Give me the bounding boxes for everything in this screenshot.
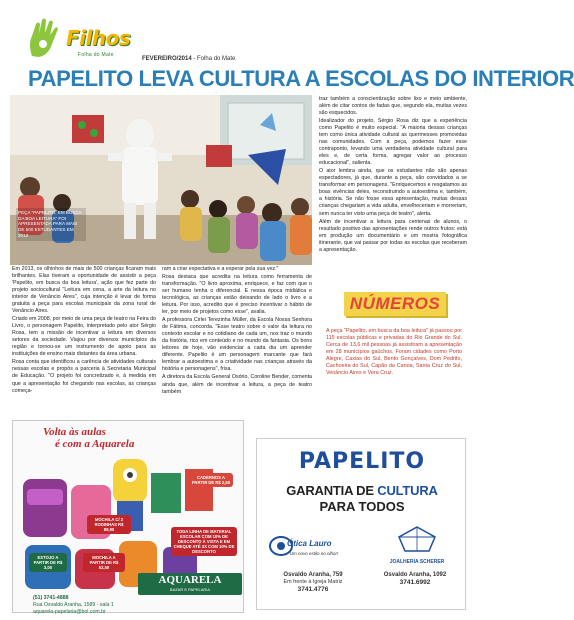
papelito-tagline-2: PARA TODOS (319, 499, 405, 514)
otica-lauro-note: Em frente à Igreja Matriz (283, 579, 343, 586)
article-column-2 (162, 266, 312, 397)
paragraph: Criado em 2008, por meio de uma peça de teatro na Feira do Livro, o personagem Papelito, interpretado pelo ator Sérgio Rosa, tem a missão de incentivar a leitura em diversos setores da sociedade. Viajou por diversos municípios da região e tornou-se um instrumento de apoio para as instituições de ensino mais distantes da área urbana. (12, 316, 156, 358)
brand-logo: Filhos (66, 26, 131, 50)
papelito-tagline-a: GARANTIA DE (286, 483, 378, 498)
joalheria-scherer-phone: 3741.6992 (399, 579, 431, 587)
joalheria-scherer-contact (367, 571, 463, 588)
papelito-logo: PAPELITO (298, 449, 426, 474)
issue-date: FEVEREIRO/2014 (142, 56, 192, 62)
aquarela-brand-name: AQUARELA (158, 574, 222, 586)
aquarela-brand-sub: BAZAR E PAPELARIA (169, 587, 211, 592)
papelito-tagline-1 (267, 483, 457, 498)
price-tag-mochila-rodinhas: MOCHILA C/ 2 RODINHAS R$ 89,90 (87, 515, 131, 534)
paragraph: A diretora da Escola General Osório, Coroline Bender, comenta ainda que, além de incentivar a leitura, a peça de teatro também (162, 374, 312, 395)
numeros-text: A peça "Papelito, em busca da boa leitura" já passou por 115 escolas públicas e privadas do Rio Grande do Sul. Cerca de 13,6 mil pessoas já assistiram a apresentação em 28 municípios gaúchos. Foram cidades como Porto Alegre, Caxias do Sul, Bento Gonçalves, Dom Pedrito, Cachoeira do Sul, Capão da Canoa, Santa Cruz do Sul, Venâncio Aires e Vera Cruz. (326, 328, 462, 377)
otica-lauro-contact (265, 571, 361, 595)
aquarela-phone: (51) 3741-4888 (33, 595, 69, 601)
aquarela-brand (138, 573, 242, 595)
ad-headline (43, 427, 134, 450)
paragraph: O ator lembra ainda, que os estudantes não são apenas espectadores, já que, durante a peça, são convidados a se transformar em personagens. "Enriquecemos e resgatamos as boas vivências deles, reconstruindo a autoestima e, também, a história. Se não fosse essa apresentação, muitas dessas crianças chegariam a vida adulta, envelheceriam e morreriam, sem nunca ter visto uma peça de teatro", alerta. (319, 168, 467, 217)
otica-lauro-address: Osvaldo Aranha, 759 (283, 572, 343, 578)
ad-headline-line-2: é com a Aquarela (55, 437, 135, 450)
price-tag-cadernos: CADERNOS A PARTIR DE R$ 2,50 (189, 473, 233, 487)
paragraph: Idealizador do projeto, Sérgio Rosa diz que a experiência como Papelito é muito especial. "A maioria dessas crianças tem como única atividade cultural as quermesses promovidas nas comunidades. Com a peça, podemos fazer esse contraponto, levando uma verdadeira atividade cultural para eles e, de certa forma, agregar valor ao processo educacional", salienta. (319, 118, 467, 167)
paragraph: Rosa conta que identificou a carência de atividades culturais nessas escolas e propôs a parceria à Secretaria Municipal de Educação. "O projeto foi concretizado e, à medida em que a apresentação foi chegando nas escolas, as crianças começa- (12, 359, 156, 394)
hand-logo-icon (26, 18, 60, 58)
price-tag-mochila: MOCHILA A PARTIR DE R$ 52,50 (83, 553, 125, 572)
brand-subtitle: Folha do Mate (78, 52, 114, 58)
aquarela-contact (33, 595, 243, 615)
numeros-title: NÚMEROS (344, 292, 446, 316)
joalheria-scherer-address: Osvaldo Aranha, 1092 (383, 572, 447, 578)
paragraph: ram a criar expectativa e a esperar pela sua vez." (162, 266, 279, 272)
aquarela-email[interactable]: aquarela-papelaria@bol.com.br (33, 608, 106, 615)
paragraph: Em 2013, os olhinhos de mais de 500 crianças ficaram mais brilhantes. Elas tiveram a oportunidade de assistir a peça 'Papelito, em busca da boa leitura', ação que fez parte do projeto sociocultural "Leitura em cena, a arte da leitura no interior de Venâncio Aires", cuja intenção é levar de forma gratuita a peça para escolas municipais da zona rural de Venâncio Aires. (12, 266, 156, 315)
article-column-3 (319, 96, 467, 255)
joalheria-scherer-name: JOALHERIA SCHERER (389, 559, 445, 565)
otica-lauro-phone: 3741.4776 (297, 586, 329, 594)
papelito-tagline-b: CULTURA (377, 483, 438, 498)
otica-lauro-slogan: Um novo estilo no olhar! (289, 551, 339, 556)
masthead (0, 0, 474, 62)
papelito-ad[interactable] (256, 438, 466, 610)
article-headline: PAPELITO LEVA CULTURA A ESCOLAS DO INTERIOR (28, 66, 574, 91)
otica-lauro-name: Ótica Lauro (287, 539, 332, 548)
paragraph: Além de incentivar a leitura para centenas de alunos, o resultado positivo das apresentações rende outros frutos: está em produção um documentário e um mostra fotográfica itinerante, que vai passar por todas as escolas que receberam a apresentação. (319, 218, 467, 253)
discount-tag: TODA LINHA DE MATERIAL ESCOLAR COM 10% DE DESCONTO À VISTA E EM CHEQUE ATÉ 3X COM 10% DE DESCONTO (171, 527, 237, 556)
paragraph: A professora Cirlei Terezinha Müller, da Escola Nossa Senhora de Fátima, concorda. "Esse teatro sobre o valor da leitura no contexto escolar e no cotidiano de cada um, nos traz o mundo da história, rico em conteúdo e no mundo da fantasia. Os bons leitores de hoje, vão evidenciar a cada dia um aprender diferente. Papelito é um personagem marcante que fará lembrar a autoestima e a criatividade nas crianças através da história e personagens", frisa. (162, 317, 312, 373)
paragraph: Rosa destaca que acredita na leitura como ferramenta de transformação. "O livro aproxima, enriquece, e faz com que o ser humano tenha o diferencial. E nessa época midiática e tecnológica, as crianças estão deixando de lado o livro e a leitura. Por isso, acredito que é preciso incentivar o hábito de ler, por meio de projetos como esse", avalia. (162, 274, 312, 316)
issue-line (142, 56, 235, 62)
aquarela-address: Rua Osvaldo Aranha, 1589 - sala 1 (33, 601, 114, 608)
joalheria-scherer-logo-icon (375, 525, 459, 561)
article-column-1 (12, 266, 156, 396)
ad-headline-line-1: Volta às aulas (43, 426, 106, 438)
aquarela-ad[interactable] (12, 420, 244, 613)
photo-caption: PEÇA "PAPELITO, EM BUSCA DA BOA LEITURA" FOI APRESENTADA PARA MAIS DE 500 ESTUDANTES EM 2013 (16, 208, 86, 241)
price-tag-estojo: ESTOJO A PARTIR DE R$ 3,00 (29, 553, 67, 572)
issue-publication: - Folha do Mate (191, 56, 236, 62)
paragraph: traz também a conscientização sobre lixo e meio ambiente, além de citar contos de fadas que, segundo ela, muitas vezes são esquecidos. (319, 96, 467, 117)
